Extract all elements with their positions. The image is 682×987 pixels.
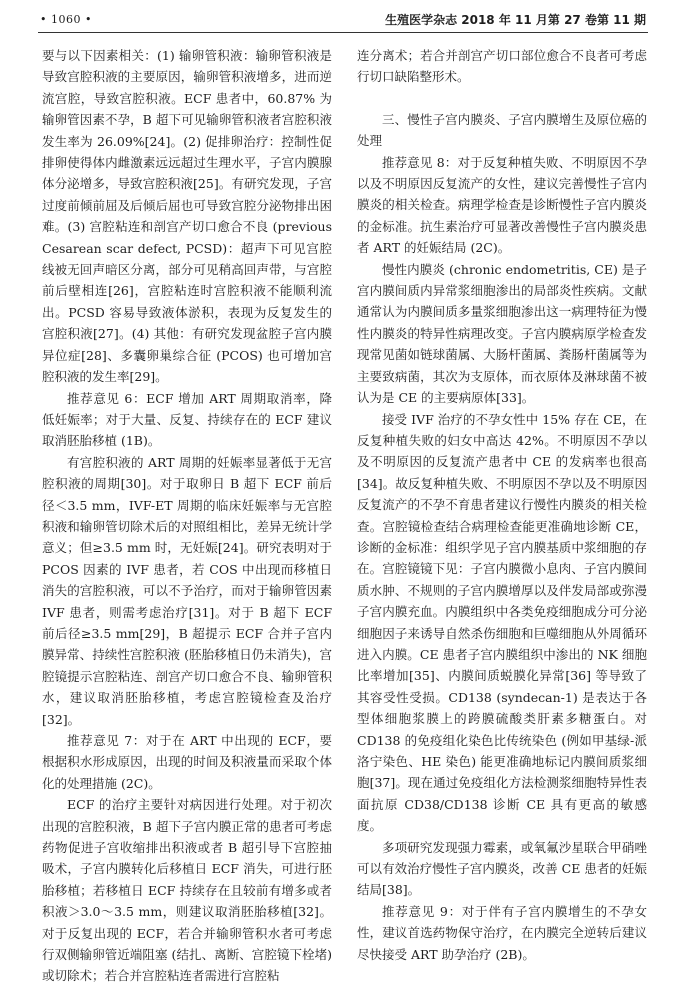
right-column xyxy=(357,45,647,965)
left-paragraph: 推荐意见 6：ECF 增加 ART 周期取消率，降低妊娠率；对于大量、反复、持续存在的 ECF 建议取消胚胎移植 (1B)。 xyxy=(42,390,332,449)
left-paragraph: 有宫腔积液的 ART 周期的妊娠率显著低于无宫腔积液的周期[30]。对于取卵日 B 超下 ECF 前后径＜3.5 mm，IVF-ET 周期的临床妊娠率与无宫腔积液和输卵管切除术后的对照组相比，差异无统计学意义；但≥3.5 mm 时，无妊娠[24]。研究表明对于 PCOS 因素的 IVF 患者，若 COS 中出现而移植日消失的宫腔积液，可以不予治疗，而对于输卵管因素 IVF 患者，则需考虑治疗[31]。对于 B 超下 ECF 前后径≥3.5 mm[29]，B 超提示 ECF 合并子宫内膜异常、持续性宫腔积液 (胚胎移植日仍未消失)，宫腔镜提示宫腔粘连、剖宫产切口愈合不良、输卵管积水，建议取消胚胎移植，考虑宫腔镜检查及治疗[32]。 xyxy=(42,454,332,727)
right-paragraph: 接受 IVF 治疗的不孕女性中 15% 存在 CE，在反复种植失败的妇女中高达 42%。不明原因不孕以及不明原因的反复流产患者中 CE 的发病率也很高[34]。故反复种植失败、不明原因不孕以及不明原因反复流产的不孕不育患者建议行慢性内膜炎的相关检查。宫腔镜检查结合病理检查能更准确地诊断 CE，诊断的金标准：组织学见子宫内膜基质中浆细胞的存在。宫腔镜镜下见：子宫内膜微小息肉、子宫内膜间质水肿、不规则的子宫内膜增厚以及伴发局部或弥漫子宫内膜充血。内膜组织中各类免疫细胞成分可分泌细胞因子来诱导自然杀伤细胞和巨噬细胞从外周循环进入内膜。CE 患者子宫内膜组织中渗出的 NK 细胞比率增加[35]、内膜间质蜕膜化异常[36] 等导致了其容受性受损。CD138 (syndecan-1) 是表达于各型体细胞浆膜上的跨膜硫酸类肝素多糖蛋白。对 CD138 的免疫组化染色比传统染色 (例如甲基绿-派洛宁染色、HE 染色) 能更准确地标记内膜间质浆细胞[37]。现在通过免疫组化方法检测浆细胞特异性表面抗原 CD38/CD138 诊断 CE 具有更高的敏感度。 xyxy=(357,411,647,834)
right-paragraph: 连分离术；若合并剖宫产切口部位愈合不良者可考虑行切口缺陷整形术。 xyxy=(357,48,647,85)
header-rule xyxy=(38,32,648,33)
page-number: • 1060 • xyxy=(40,13,92,26)
left-paragraph: 推荐意见 7：对于在 ART 中出现的 ECF，要根据积水形成原因，出现的时间及积液量而采取个体化的处理措施 (2C)。 xyxy=(42,733,332,791)
journal-info: 生殖医学杂志 2018 年 11 月第 27 卷第 11 期 xyxy=(385,13,646,27)
page-header xyxy=(0,0,682,40)
right-paragraph: 推荐意见 8：对于反复种植失败、不明原因不孕以及不明原因反复流产的女性，建议完善慢性子宫内膜炎的相关检查。病理学检查是诊断慢性子宫内膜炎的金标准。抗生素治疗可显著改善慢性子宫内膜炎患者 ART 的妊娠结局 (2C)。 xyxy=(357,154,647,256)
left-paragraph: 要与以下因素相关：(1) 输卵管积液：输卵管积液是导致宫腔积液的主要原因，输卵管积液增多，进而逆流宫腔，导致宫腔积液。ECF 患者中，60.87% 为输卵管因素不孕，B 超下可见输卵管积液者宫腔积液发生率为 26.09%[24]。(2) 促排卵治疗：控制性促排卵使得体内雌激素远远超过生理水平，子宫内膜腺体分泌增多，导致宫腔积液[25]。有研究发现，子宫过度前倾前屈及后倾后屈也可导致宫腔分泌物排出困难。(3) 宫腔粘连和剖宫产切口愈合不良 (previous Cesarean scar defect, PCSD)：超声下可见宫腔线被无回声暗区分离，部分可见稍高回声带，与宫腔前后壁相连[26]，宫腔粘连时宫腔积液不能顺利流出。PCSD 容易导致液体淤积，表现为反复发生的宫腔积液[27]。(4) 其他：有研究发现盆腔子宫内膜异位症[28]、多囊卵巢综合征 (PCOS) 也可增加宫腔积液的发生率[29]。 xyxy=(42,48,332,385)
right-paragraph: 多项研究发现强力霉素，或氧氟沙星联合甲硝唑可以有效治疗慢性子宫内膜炎，改善 CE 患者的妊娠结局[38]。 xyxy=(357,839,647,898)
right-section-heading: 三、慢性子宫内膜炎、子宫内膜增生及原位癌的处理 xyxy=(357,111,647,149)
left-paragraph: ECF 的治疗主要针对病因进行处理。对于初次出现的宫腔积液，B 超下子宫内膜正常的患者可考虑药物促进子宫收缩排出积液或者 B 超引导下宫腔抽吸术，子宫内膜转化后移植日 ECF 消失，可进行胚胎移植；若移植日 ECF 持续存在且较前有增多或者积液＞3.0～3.5 mm，则建议取消胚胎移植[32]。对于反复出现的 ECF，若合并输卵管积水者可考虑行双侧输卵管近端阻塞 (结扎、离断、宫腔镜下栓堵) 或切除术；若合并宫腔粘连者需进行宫腔粘 xyxy=(42,797,332,984)
right-paragraph: 推荐意见 9：对于伴有子宫内膜增生的不孕女性，建议首选药物保守治疗，在内膜完全逆转后建议尽快接受 ART 助孕治疗 (2B)。 xyxy=(357,903,647,962)
left-column xyxy=(42,45,332,987)
right-paragraph: 慢性内膜炎 (chronic endometritis, CE) 是子宫内膜间质内异常浆细胞渗出的局部炎性疾病。文献通常认为内膜间质多量浆细胞渗出这一病理特征为慢性内膜炎的特异性病理改变。子宫内膜病原学检查发现常见菌如链球菌属、大肠杆菌属、粪肠杆菌属等为主要致病菌，其次为支原体，而衣原体及淋球菌不被认为是 CE 的主要病原体[33]。 xyxy=(357,261,647,406)
